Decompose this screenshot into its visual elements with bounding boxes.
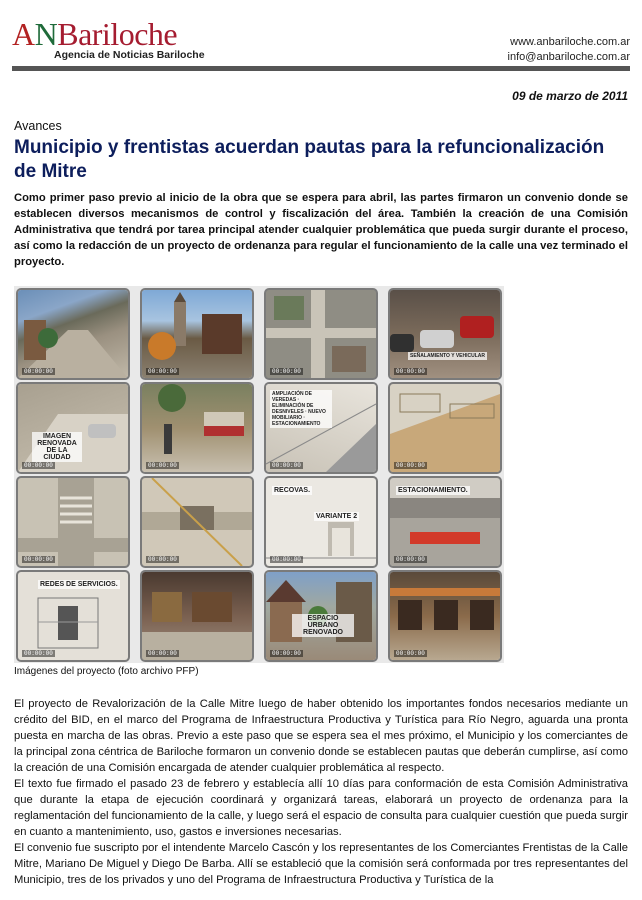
- logo-name: Bariloche: [57, 16, 178, 52]
- frame-timestamp: 00:00:00: [272, 462, 301, 469]
- frame-timestamp: 00:00:00: [396, 650, 425, 657]
- frame-timestamp: 00:00:00: [272, 556, 301, 563]
- frame-timestamp: 00:00:00: [272, 368, 301, 375]
- image-frame-13: [18, 572, 128, 660]
- frame-label: ESPACIO URBANO RENOVADO: [292, 614, 354, 637]
- frame-timestamp: 00:00:00: [396, 368, 425, 375]
- article-body: [14, 696, 628, 888]
- site-plan-illustration: [390, 384, 500, 472]
- email-link[interactable]: info@anbariloche.com.ar: [507, 51, 630, 63]
- block-plan-illustration: [142, 478, 252, 566]
- pedestrian-street-illustration: [142, 384, 252, 472]
- article-date: 09 de marzo de 2011: [512, 89, 628, 103]
- website-link[interactable]: www.anbariloche.com.ar: [510, 36, 630, 48]
- image-frame-2: [142, 290, 252, 378]
- frame-timestamp: 00:00:00: [24, 462, 53, 469]
- image-frame-14: [142, 572, 252, 660]
- frame-timestamp: 00:00:00: [24, 650, 53, 657]
- image-caption: Imágenes del proyecto (foto archivo PFP): [14, 666, 199, 677]
- frame-label: ESTACIONAMIENTO.: [398, 487, 468, 494]
- arcade-storefront-illustration: [390, 572, 500, 660]
- contact-info: [508, 35, 630, 65]
- frame-timestamp: 00:00:00: [272, 650, 301, 657]
- frame-timestamp: 00:00:00: [148, 650, 177, 657]
- street-illustration: [18, 290, 128, 378]
- image-frame-15: [266, 572, 376, 660]
- frame-label: REDES DE SERVICIOS.: [40, 581, 118, 588]
- frame-label: IMAGEN RENOVADA DE LA CIUDAD: [32, 432, 82, 462]
- body-paragraph: El proyecto de Revalorización de la Calle Mitre luego de haber obtenido los importantes fondos necesarios mediante un crédito del BID, en el marco del Programa de Infraestructura Productiva y Turística para Río Negro, aguarda una pronta puesta en marcha de las obras. Previo a este paso que se espera sea el mes próximo, el Municipio y los comerciantes de la principal zona céntrica de Bariloche formaron un convenio donde se establecen pautas que deberán cumplirse, así como la creación de una Comisión encargada de atender cualquier problemática al respecto.: [14, 698, 628, 774]
- image-frame-1: [18, 290, 128, 378]
- frame-timestamp: 00:00:00: [396, 556, 425, 563]
- body-paragraph: El convenio fue suscripto por el intendente Marcelo Cascón y los representantes de los Comerciantes Frentistas de la Calle Mitre, Mariano De Miguel y Diego De Barba. Allí se estableció que la comisión será conformada por tres representantes del Municipio, tres de los privados y uno del Programa de Infraestructura Productiva y Turística de la: [14, 842, 628, 886]
- frame-label: AMPLIACIÓN DE VEREDAS · ELIMINACIÓN DE DESNIVELES · NUEVO MOBILIARIO · ESTACIONAMIENTO: [270, 390, 332, 428]
- frame-timestamp: 00:00:00: [148, 556, 177, 563]
- frame-timestamp: 00:00:00: [24, 368, 53, 375]
- header-divider: [12, 66, 630, 71]
- site-logo[interactable]: [12, 16, 205, 62]
- site-header: [0, 0, 642, 70]
- frame-timestamp: 00:00:00: [148, 462, 177, 469]
- storefront-illustration: [142, 572, 252, 660]
- image-frame-12: [390, 478, 500, 566]
- frame-timestamp: 00:00:00: [148, 368, 177, 375]
- frame-label: RECOVAS.: [274, 487, 311, 494]
- image-frame-7: [266, 384, 376, 472]
- crosswalk-plan-illustration: [18, 478, 128, 566]
- frame-label: VARIANTE 2: [316, 513, 358, 520]
- body-paragraph: El texto fue firmado el pasado 23 de febrero y establecía allí 10 días para conformación de esta Comisión Administrativa que durante la etapa de ejecución coordinará y organizará tareas, elaborará un proyecto de ordenanza para la reglamentación del funcionamiento de la calle, y luego será el espacio de consulta para cualquier cuestión que pueda surgir en cuanto a mantenimiento, uso, gastos e inversiones necesarias.: [14, 778, 628, 838]
- article-lead: Como primer paso previo al inicio de la obra que se espera para abril, las partes firmaron un convenio donde se establecen diversos mecanismos de control y fiscalización del área. También la creación de una Comisión Administrativa que tendrá por tarea principal atender cualquier problemática que pueda surgir durante el proceso, así como la redacción de un proyecto de ordenanza para regular el funcionamiento de la calle una vez terminado el proyecto.: [14, 192, 628, 268]
- frame-timestamp: 00:00:00: [24, 556, 53, 563]
- image-frame-3: [266, 290, 376, 378]
- image-frame-9: [18, 478, 128, 566]
- logo-letter-n: N: [34, 16, 58, 52]
- image-frame-4: [390, 290, 500, 378]
- image-frame-16: [390, 572, 500, 660]
- frame-label: SEÑALAMIENTO Y VEHICULAR: [410, 353, 486, 359]
- article-title: Municipio y frentistas acuerdan pautas para la refuncionalización de Mitre: [14, 137, 605, 182]
- article-section: Avances: [14, 119, 62, 133]
- logo-subtitle: Agencia de Noticias Bariloche: [54, 49, 205, 61]
- image-frame-8: [390, 384, 500, 472]
- image-frame-10: [142, 478, 252, 566]
- parked-cars-illustration: [390, 290, 500, 378]
- aerial-map-illustration: [266, 290, 376, 378]
- project-image-grid: [14, 286, 504, 663]
- image-frame-6: [142, 384, 252, 472]
- image-frame-5: [18, 384, 128, 472]
- church-illustration: [142, 290, 252, 378]
- image-frame-11: [266, 478, 376, 566]
- frame-timestamp: 00:00:00: [396, 462, 425, 469]
- logo-letter-a: A: [12, 16, 35, 52]
